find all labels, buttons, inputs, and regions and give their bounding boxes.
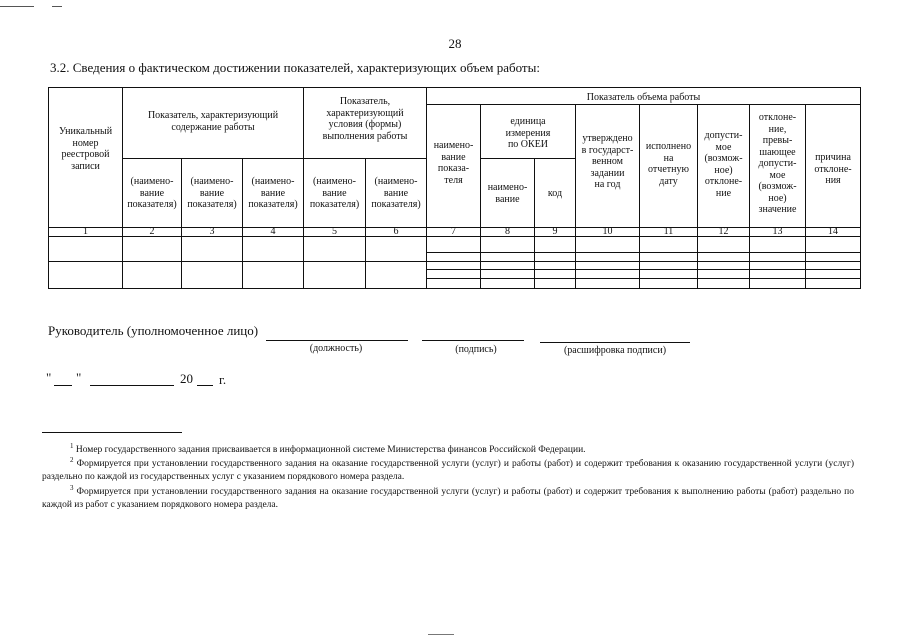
column-number: 4 [270,226,276,237]
date-open-quote: " [46,370,52,385]
header-content-indicator: Показатель, характеризующий содержание работы [147,110,279,133]
column-number: 3 [209,226,215,237]
header-executed: исполнено на отчетную дату [645,141,692,187]
position-caption: (должность) [309,343,363,354]
decode-line [540,342,690,343]
position-line [266,340,408,341]
signature-line [422,340,524,341]
signature-label: Руководитель (уполномоченное лицо) [48,323,259,338]
column-number: 14 [828,226,838,237]
column-number: 1 [83,226,88,237]
date-close-quote: " [76,370,82,385]
year-line [197,385,213,386]
footnote-mark: 1 [70,442,74,450]
section-title: 3.2. Сведения о фактическом достижении показателей, характеризующих объем работы: [50,60,540,75]
signature-caption: (подпись) [455,344,497,355]
header-conditions-indicator: Показатель, характеризующий условия (формы) выполнения работы [322,96,408,142]
column-number: 10 [602,226,613,237]
header-sub-name: (наимено- вание показателя) [248,176,298,210]
header-volume-indicator: Показатель объема работы [586,92,701,103]
decode-caption: (расшифровка подписи) [563,345,667,356]
header-unit: единица измерения по ОКЕИ [505,116,551,150]
footnote-3 [42,482,854,511]
column-number: 7 [451,226,456,237]
header-deviation-reason: причина отклоне- ния [814,152,852,186]
header-indicator-name: наимено- вание показа- теля [433,140,474,186]
header-unit-name: наимено- вание [487,182,528,205]
header-sub-name: (наимено- вание показателя) [371,176,421,210]
month-line [90,385,174,386]
page-number: 28 [448,36,462,51]
footnote-mark: 3 [70,484,74,492]
header-deviation-allowed: допусти- мое (возмож- ное) отклоне- ние [704,130,743,199]
column-number: 8 [505,226,510,237]
column-number: 2 [149,226,155,237]
column-number: 9 [552,226,558,237]
year-prefix: 20 [180,371,193,386]
column-number: 6 [393,226,399,237]
footnote-text: Номер государственного задания присваивается в информационной системе Министерства финансов Российской Федерации. [75,445,586,456]
column-number: 13 [772,226,783,237]
column-number: 11 [663,226,674,237]
column-number: 5 [332,226,337,237]
header-approved: утверждено в государст- венном задании на год [581,133,634,190]
header-unit-code: код [547,188,563,199]
footnote-separator [42,432,182,433]
header-unique-record: Уникальный номер реестровой записи [58,126,113,172]
footnote-mark: 2 [70,456,74,464]
footnote-text: Формируется при установлении государственного задания на оказание государственной услуги (услуг) и работы (работ) и содержит требования к оказанию государственной услуги (услуг) раздельно по каждой из государственных услуг с указанием порядкового номера раздела. [42,459,854,482]
year-suffix: г. [219,372,227,387]
header-sub-name: (наимено- вание показателя) [127,176,177,210]
column-number: 12 [718,226,729,237]
day-line [54,385,72,386]
footnote-text: Формируется при установлении государственного задания на оказание государственной услуги (услуг) и работы (работ) и содержит требования к выполнению работы (работ) раздельно по каждой из работ с указанием порядкового номера раздела. [42,487,854,510]
footnote-2 [42,454,854,483]
header-deviation-exceeding: отклоне- ние, превы- шающее допусти- мое (возмож- ное) значение [758,112,797,215]
header-sub-name: (наимено- вание показателя) [309,176,360,210]
header-sub-name: (наимено- вание показателя) [187,176,237,210]
